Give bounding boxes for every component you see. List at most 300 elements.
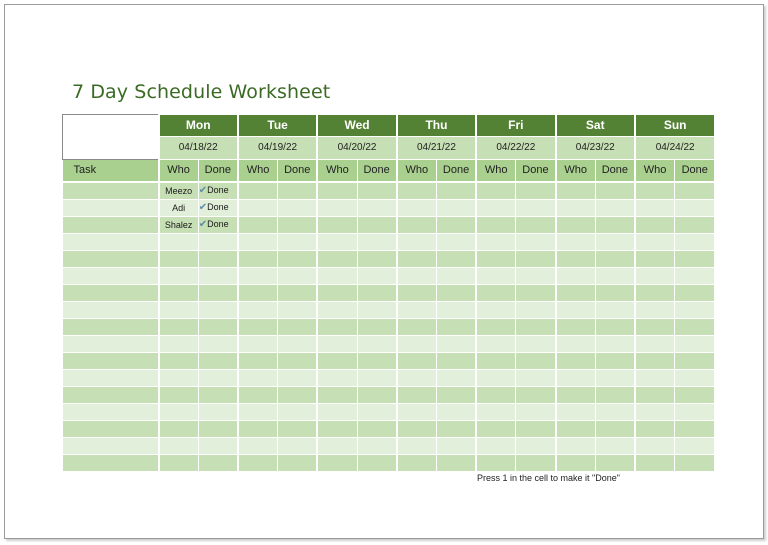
task-cell[interactable] [63,301,159,318]
who-cell[interactable] [556,437,596,454]
done-cell[interactable] [357,318,397,335]
done-cell[interactable] [595,318,635,335]
schedule-table [62,114,714,472]
done-cell[interactable] [516,318,556,335]
done-cell[interactable] [436,437,476,454]
done-cell[interactable] [516,437,556,454]
done-cell[interactable] [278,454,318,471]
done-cell[interactable] [595,284,635,301]
done-cell[interactable] [436,369,476,386]
who-cell[interactable] [556,454,596,471]
who-cell[interactable] [159,284,199,301]
done-cell[interactable] [357,420,397,437]
who-cell[interactable] [476,420,516,437]
done-cell[interactable] [675,420,715,437]
done-cell[interactable] [516,420,556,437]
who-cell[interactable] [476,216,516,233]
done-cell[interactable] [198,403,238,420]
done-cell[interactable] [595,267,635,284]
done-cell[interactable] [436,284,476,301]
table-row [63,318,715,335]
done-cell[interactable] [595,352,635,369]
who-cell[interactable] [635,454,675,471]
done-cell[interactable] [675,182,715,200]
done-cell[interactable] [278,267,318,284]
check-mark-icon: ✔ [198,202,208,213]
who-cell[interactable] [317,369,357,386]
who-cell[interactable] [635,216,675,233]
done-cell[interactable] [675,386,715,403]
who-cell[interactable] [238,420,278,437]
who-cell[interactable] [556,369,596,386]
done-cell[interactable] [357,216,397,233]
done-cell[interactable] [278,403,318,420]
date-cell-mon[interactable]: 04/18/22 [159,136,238,159]
task-cell[interactable] [63,386,159,403]
who-cell[interactable] [317,352,357,369]
who-cell[interactable] [476,386,516,403]
who-cell[interactable] [238,301,278,318]
task-cell[interactable] [63,403,159,420]
date-cell-fri[interactable]: 04/22/22 [476,136,555,159]
who-cell[interactable] [238,386,278,403]
table-row [63,284,715,301]
done-cell[interactable] [595,335,635,352]
done-cell[interactable] [278,369,318,386]
who-cell[interactable] [397,250,437,267]
who-cell[interactable] [159,420,199,437]
who-cell[interactable] [238,284,278,301]
date-cell-sun[interactable]: 04/24/22 [635,136,714,159]
task-cell[interactable] [63,420,159,437]
who-cell[interactable] [397,420,437,437]
who-cell[interactable] [159,318,199,335]
done-cell[interactable] [516,369,556,386]
done-cell[interactable] [198,301,238,318]
who-cell[interactable] [317,403,357,420]
done-cell[interactable] [357,386,397,403]
column-header-row [63,159,715,182]
day-name-sat: Sat [556,115,635,137]
table-row [63,403,715,420]
task-cell[interactable] [63,250,159,267]
done-cell[interactable] [516,403,556,420]
who-cell[interactable] [317,267,357,284]
done-cell[interactable] [595,403,635,420]
done-cell[interactable] [198,267,238,284]
who-cell[interactable] [476,318,516,335]
done-cell[interactable] [516,233,556,250]
who-cell[interactable] [397,284,437,301]
who-cell[interactable] [476,454,516,471]
date-cell-thu[interactable]: 04/21/22 [397,136,476,159]
who-cell[interactable] [556,199,596,216]
who-cell[interactable] [635,301,675,318]
date-cell-tue[interactable]: 04/19/22 [238,136,317,159]
done-cell[interactable] [357,335,397,352]
done-cell[interactable] [675,233,715,250]
task-cell[interactable] [63,284,159,301]
who-cell[interactable] [238,233,278,250]
who-cell[interactable] [317,335,357,352]
who-cell[interactable] [556,386,596,403]
done-cell[interactable] [278,233,318,250]
task-cell[interactable] [63,369,159,386]
done-cell[interactable] [198,284,238,301]
who-cell[interactable] [159,301,199,318]
done-value: Done [207,219,229,229]
who-cell[interactable] [635,233,675,250]
done-cell[interactable] [278,318,318,335]
done-cell[interactable] [357,233,397,250]
who-header-thu: Who [397,159,437,182]
who-cell[interactable] [397,318,437,335]
who-cell[interactable] [556,352,596,369]
who-cell[interactable] [556,420,596,437]
who-cell[interactable] [635,369,675,386]
done-cell[interactable] [198,437,238,454]
done-cell[interactable] [357,403,397,420]
done-cell[interactable] [436,182,476,200]
done-cell[interactable] [436,318,476,335]
who-cell[interactable] [476,250,516,267]
done-cell[interactable] [278,250,318,267]
who-cell[interactable] [635,267,675,284]
who-cell[interactable] [238,403,278,420]
done-cell[interactable] [278,386,318,403]
who-cell[interactable] [159,403,199,420]
who-cell[interactable] [635,182,675,200]
who-cell[interactable] [476,233,516,250]
table-row [63,420,715,437]
done-value: Done [207,185,229,195]
who-cell[interactable] [238,250,278,267]
who-cell[interactable] [397,386,437,403]
who-cell[interactable] [159,352,199,369]
done-cell[interactable] [278,284,318,301]
who-cell[interactable] [476,437,516,454]
check-mark-icon: ✔ [198,219,208,230]
who-cell[interactable] [238,182,278,200]
who-cell[interactable] [159,386,199,403]
table-row [63,386,715,403]
task-cell[interactable] [63,267,159,284]
who-cell[interactable] [476,301,516,318]
who-cell[interactable] [317,454,357,471]
done-header-sun: Done [675,159,715,182]
done-cell[interactable] [516,301,556,318]
done-cell[interactable] [357,437,397,454]
done-cell[interactable] [675,335,715,352]
done-header-mon: Done [198,159,238,182]
done-cell[interactable] [278,216,318,233]
who-cell[interactable] [556,284,596,301]
done-cell[interactable] [436,301,476,318]
done-cell[interactable] [675,284,715,301]
done-cell[interactable] [357,199,397,216]
done-cell[interactable] [436,403,476,420]
who-cell[interactable] [238,369,278,386]
done-cell[interactable] [675,216,715,233]
day-name-thu: Thu [397,115,476,137]
done-cell[interactable] [278,335,318,352]
who-cell[interactable] [397,182,437,200]
done-cell[interactable] [198,454,238,471]
done-cell[interactable] [595,369,635,386]
done-cell[interactable] [595,233,635,250]
who-header-tue: Who [238,159,278,182]
date-cell-sat[interactable]: 04/23/22 [556,136,635,159]
day-name-fri: Fri [476,115,555,137]
done-cell[interactable] [198,233,238,250]
done-cell[interactable] [675,437,715,454]
who-cell[interactable] [397,335,437,352]
who-cell[interactable] [635,437,675,454]
who-cell[interactable] [397,216,437,233]
done-cell[interactable] [675,369,715,386]
done-cell[interactable] [357,250,397,267]
done-cell[interactable] [516,267,556,284]
who-cell[interactable] [476,267,516,284]
done-cell[interactable] [516,284,556,301]
who-cell[interactable] [159,437,199,454]
done-cell[interactable] [198,199,238,216]
who-cell[interactable] [317,284,357,301]
who-cell[interactable] [159,199,199,216]
who-header-sat: Who [556,159,596,182]
done-cell[interactable] [357,352,397,369]
who-cell[interactable] [476,352,516,369]
who-cell[interactable] [159,182,199,200]
day-name-row [63,115,715,137]
who-cell[interactable] [635,403,675,420]
who-cell[interactable] [556,250,596,267]
done-cell[interactable] [436,233,476,250]
who-cell[interactable] [476,199,516,216]
table-row [63,369,715,386]
who-cell[interactable] [635,199,675,216]
who-cell[interactable] [159,454,199,471]
who-cell[interactable] [556,335,596,352]
done-cell[interactable] [516,199,556,216]
who-cell[interactable] [159,233,199,250]
who-cell[interactable] [635,284,675,301]
who-cell[interactable] [476,182,516,200]
done-cell[interactable] [357,267,397,284]
done-cell[interactable] [516,454,556,471]
done-cell[interactable] [357,182,397,200]
who-cell[interactable] [397,199,437,216]
who-cell[interactable] [317,301,357,318]
done-cell[interactable] [436,386,476,403]
done-cell[interactable] [675,352,715,369]
done-cell[interactable] [278,352,318,369]
task-cell[interactable] [63,199,159,216]
who-cell[interactable] [397,267,437,284]
task-cell[interactable] [63,352,159,369]
who-cell[interactable] [238,352,278,369]
check-mark-icon: ✔ [198,185,208,196]
who-cell[interactable] [159,267,199,284]
done-value: Done [207,202,229,212]
done-cell[interactable] [595,250,635,267]
who-cell[interactable] [397,403,437,420]
done-cell[interactable] [357,284,397,301]
who-cell[interactable] [556,267,596,284]
done-cell[interactable] [516,250,556,267]
done-cell[interactable] [675,267,715,284]
who-cell[interactable] [317,386,357,403]
who-cell[interactable] [238,199,278,216]
done-cell[interactable] [278,301,318,318]
task-cell[interactable] [63,335,159,352]
who-cell[interactable] [317,233,357,250]
done-cell[interactable] [198,318,238,335]
task-cell[interactable] [63,216,159,233]
table-row [63,199,715,216]
who-cell[interactable] [317,318,357,335]
table-row [63,352,715,369]
done-cell[interactable] [675,318,715,335]
who-cell[interactable] [238,267,278,284]
who-cell[interactable] [159,216,199,233]
done-header-wed: Done [357,159,397,182]
corner-cell[interactable] [63,115,159,160]
who-cell[interactable] [635,420,675,437]
done-cell[interactable] [516,182,556,200]
done-cell[interactable] [436,352,476,369]
done-cell[interactable] [198,335,238,352]
who-cell[interactable] [238,216,278,233]
done-cell[interactable] [198,420,238,437]
who-cell[interactable] [317,199,357,216]
done-cell[interactable] [595,437,635,454]
who-cell[interactable] [317,182,357,200]
done-cell[interactable] [675,250,715,267]
date-cell-wed[interactable]: 04/20/22 [317,136,396,159]
done-cell[interactable] [198,386,238,403]
who-cell[interactable] [556,403,596,420]
task-cell[interactable] [63,233,159,250]
done-cell[interactable] [436,420,476,437]
table-row [63,250,715,267]
done-cell[interactable] [595,454,635,471]
done-cell[interactable] [436,250,476,267]
who-cell[interactable] [317,250,357,267]
who-cell[interactable] [397,454,437,471]
done-cell[interactable] [675,199,715,216]
who-cell[interactable] [238,335,278,352]
done-cell[interactable] [595,386,635,403]
task-cell[interactable] [63,318,159,335]
done-cell[interactable] [198,369,238,386]
done-cell[interactable] [357,369,397,386]
done-cell[interactable] [595,182,635,200]
done-cell[interactable] [436,267,476,284]
done-cell[interactable] [675,403,715,420]
done-cell[interactable] [516,352,556,369]
who-cell[interactable] [397,437,437,454]
done-cell[interactable] [436,199,476,216]
done-cell[interactable] [595,420,635,437]
done-cell[interactable] [516,335,556,352]
who-cell[interactable] [635,386,675,403]
task-cell[interactable] [63,182,159,200]
who-cell[interactable] [556,233,596,250]
who-cell[interactable] [556,182,596,200]
who-cell[interactable] [238,318,278,335]
done-cell[interactable] [278,199,318,216]
done-cell[interactable] [357,301,397,318]
done-cell[interactable] [595,301,635,318]
done-cell[interactable] [595,199,635,216]
done-cell[interactable] [436,216,476,233]
who-header-sun: Who [635,159,675,182]
who-cell[interactable] [635,352,675,369]
done-cell[interactable] [595,216,635,233]
done-cell[interactable] [278,437,318,454]
task-cell[interactable] [63,437,159,454]
who-cell[interactable] [159,250,199,267]
who-cell[interactable] [159,369,199,386]
who-value: Adi [172,202,186,213]
who-cell[interactable] [317,216,357,233]
who-cell[interactable] [476,369,516,386]
who-cell[interactable] [317,420,357,437]
who-value: Shalez [164,219,193,230]
who-cell[interactable] [238,454,278,471]
who-cell[interactable] [476,403,516,420]
table-row [63,233,715,250]
who-cell[interactable] [397,233,437,250]
done-cell[interactable] [516,386,556,403]
who-cell[interactable] [635,250,675,267]
who-cell[interactable] [556,216,596,233]
done-cell[interactable] [198,250,238,267]
who-cell[interactable] [556,301,596,318]
done-cell[interactable] [278,420,318,437]
who-cell[interactable] [397,352,437,369]
who-cell[interactable] [317,437,357,454]
who-cell[interactable] [476,284,516,301]
done-cell[interactable] [198,182,238,200]
who-cell[interactable] [476,335,516,352]
done-cell[interactable] [675,301,715,318]
who-cell[interactable] [397,301,437,318]
done-header-sat: Done [595,159,635,182]
task-cell[interactable] [63,454,159,471]
done-cell[interactable] [436,335,476,352]
done-cell[interactable] [357,454,397,471]
who-cell[interactable] [397,369,437,386]
who-cell[interactable] [556,318,596,335]
done-cell[interactable] [516,216,556,233]
done-cell[interactable] [675,454,715,471]
done-cell[interactable] [198,216,238,233]
who-cell[interactable] [635,318,675,335]
done-cell[interactable] [278,182,318,200]
done-header-fri: Done [516,159,556,182]
table-row [63,216,715,233]
who-cell[interactable] [238,437,278,454]
who-cell[interactable] [159,335,199,352]
instruction-note: Press 1 in the cell to make it "Done" [477,473,620,483]
done-cell[interactable] [436,454,476,471]
done-cell[interactable] [198,352,238,369]
task-header: Task [63,159,159,182]
who-cell[interactable] [635,335,675,352]
worksheet-page [4,4,764,539]
